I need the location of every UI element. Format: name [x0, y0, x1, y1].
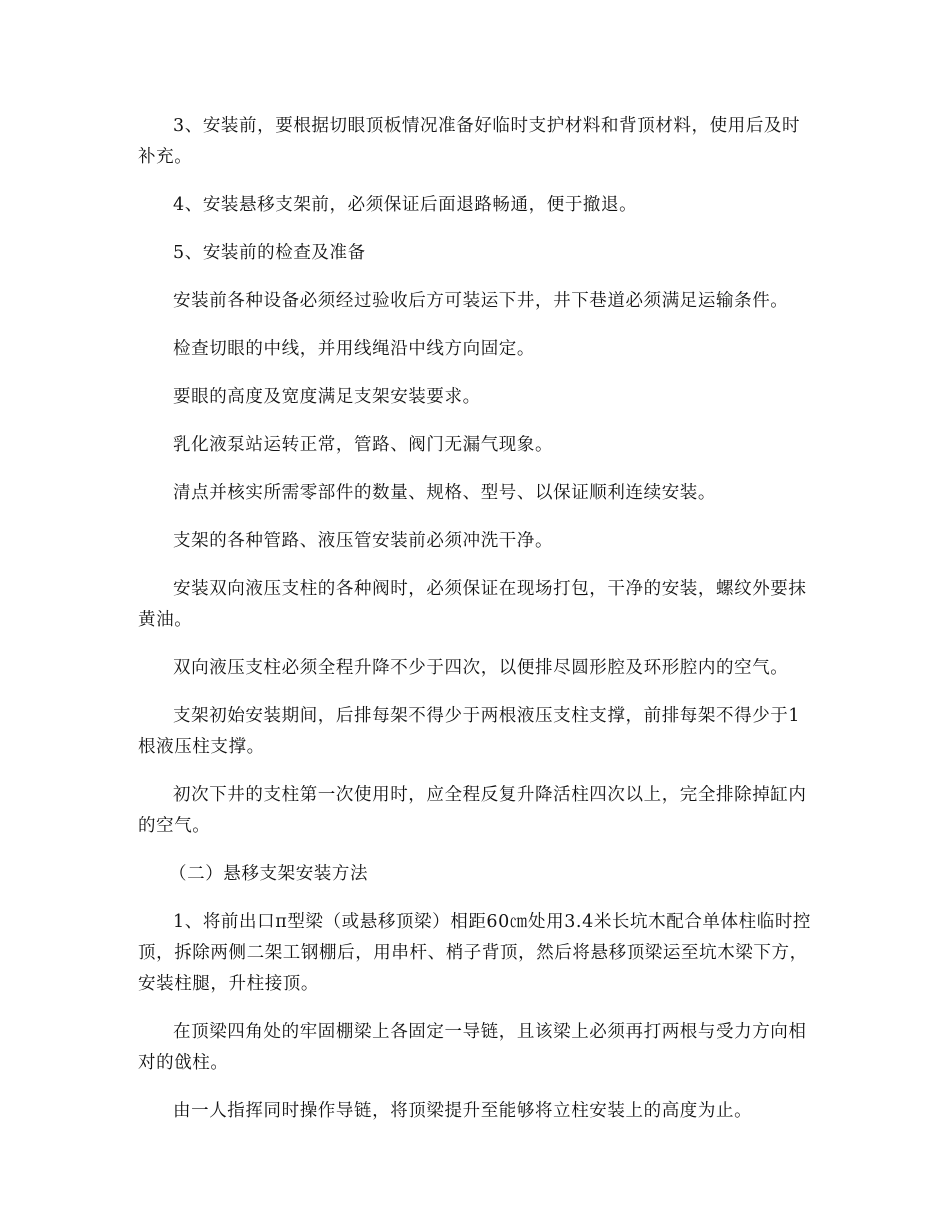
paragraph-initial-support: 支架初始安装期间，后排每架不得少于两根液压支柱支撑，前排每架不得少于1根液压柱支撑。: [138, 706, 801, 757]
paragraph-prop-cycling: 双向液压支柱必须全程升降不少于四次，以便排尽圆形腔及环形腔内的空气。: [173, 658, 789, 678]
paragraph-first-use: 初次下井的支柱第一次使用时，应全程反复升降活柱四次以上，完全排除掉缸内的空气。: [138, 785, 807, 836]
document-body: [138, 111, 818, 1144]
paragraph-lift-beam: 由一人指挥同时操作导链，将顶梁提升至能够将立柱安装上的高度为止。: [173, 1101, 753, 1121]
paragraph-item-4: 4、安装悬移支架前，必须保证后面退路畅通，便于撤退。: [173, 195, 638, 215]
paragraph-centerline-check: 检查切眼的中线，并用线绳沿中线方向固定。: [173, 339, 535, 359]
paragraph-parts-check: 清点并核实所需零部件的数量、规格、型号、以保证顺利连续安装。: [173, 483, 716, 503]
paragraph-equipment-acceptance: 安装前各种设备必须经过验收后方可装运下井，井下巷道必须满足运输条件。: [173, 291, 789, 311]
paragraph-valve-install: 安装双向液压支柱的各种阀时，必须保证在现场打包，干净的安装，螺纹外要抹黄油。: [138, 579, 807, 630]
paragraph-item-5: 5、安装前的检查及准备: [173, 243, 366, 263]
paragraph-step-1: 1、将前出口π型梁（或悬移顶梁）相距60㎝处用3.4米长坑木配合单体柱临时控顶，拆除两侧二架工钢棚后，用串杆、梢子背顶，然后将悬移顶梁运至坑木梁下方，安装柱腿，升柱接顶。: [138, 912, 812, 994]
paragraph-pump-station: 乳化液泵站运转正常，管路、阀门无漏气现象。: [173, 435, 554, 455]
paragraph-chain-hoist: 在顶梁四角处的牢固棚梁上各固定一导链，且该梁上必须再打两根与受力方向相对的戗柱。: [138, 1022, 807, 1073]
paragraph-pipe-flush: 支架的各种管路、液压管安装前必须冲洗干净。: [173, 531, 554, 551]
paragraph-item-3: 3、安装前，要根据切眼顶板情况准备好临时支护材料和背顶材料，使用后及时补充。: [138, 116, 801, 167]
paragraph-height-width: 要眼的高度及宽度满足支架安装要求。: [173, 387, 481, 407]
section-heading: （二）悬移支架安装方法: [169, 864, 369, 884]
